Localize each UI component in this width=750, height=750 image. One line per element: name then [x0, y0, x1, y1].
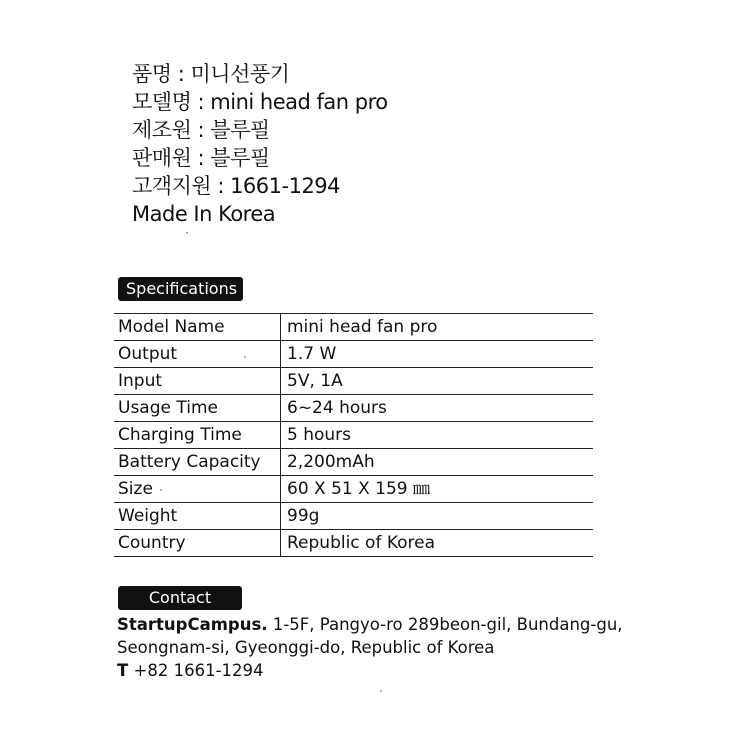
- product-name-line: 품명 : 미니선풍기: [132, 62, 290, 86]
- manufacturer-line: 제조원 : 블루필: [132, 118, 270, 142]
- contact-phone-line: [117, 659, 637, 682]
- spec-value: 6~24 hours: [281, 395, 594, 422]
- address-part-2: Seongnam-si, Gyeonggi-do, Republic of Korea: [117, 638, 495, 657]
- contact-heading: Contact: [118, 586, 242, 610]
- table-row: [114, 503, 593, 530]
- spec-key: Output: [114, 341, 281, 368]
- spec-key: Charging Time: [114, 422, 281, 449]
- spec-value: Republic of Korea: [281, 530, 594, 557]
- print-speck: [380, 690, 382, 692]
- table-row: [114, 449, 593, 476]
- spec-value: mini head fan pro: [281, 314, 594, 341]
- model-name-line: 모델명 : mini head fan pro: [132, 90, 388, 114]
- spec-key: Weight: [114, 503, 281, 530]
- spec-key: Usage Time: [114, 395, 281, 422]
- table-row: [114, 341, 593, 368]
- spec-value: 5 hours: [281, 422, 594, 449]
- phone-prefix: T: [117, 661, 129, 680]
- origin-line: Made In Korea: [132, 202, 276, 226]
- spec-key: Size: [114, 476, 281, 503]
- phone-number: +82 1661-1294: [128, 661, 264, 680]
- spec-key: Model Name: [114, 314, 281, 341]
- table-row: [114, 422, 593, 449]
- table-row: [114, 395, 593, 422]
- spec-key: Input: [114, 368, 281, 395]
- spec-key: Battery Capacity: [114, 449, 281, 476]
- spec-value: 1.7 W: [281, 341, 594, 368]
- contact-block: [117, 613, 637, 682]
- address-part-1: 1-5F, Pangyo-ro 289beon-gil, Bundang-gu,: [267, 615, 623, 634]
- specifications-table: [114, 313, 593, 557]
- table-row: [114, 476, 593, 503]
- spec-value: 60 X 51 X 159 ㎜: [281, 476, 594, 503]
- print-speck: [160, 489, 162, 491]
- print-speck: [244, 356, 246, 358]
- table-row: [114, 530, 593, 557]
- spec-value: 2,200mAh: [281, 449, 594, 476]
- seller-line: 판매원 : 블루필: [132, 146, 270, 170]
- print-speck: [186, 232, 188, 234]
- customer-support-line: 고객지원 : 1661-1294: [132, 174, 341, 198]
- spec-value: 99g: [281, 503, 594, 530]
- spec-value: 5V, 1A: [281, 368, 594, 395]
- table-row: [114, 314, 593, 341]
- contact-address-line: [117, 613, 637, 636]
- spec-key: Country: [114, 530, 281, 557]
- table-row: [114, 368, 593, 395]
- specifications-heading: Specifications: [118, 277, 243, 301]
- company-name: StartupCampus.: [117, 615, 268, 634]
- product-info-korean: [132, 60, 552, 228]
